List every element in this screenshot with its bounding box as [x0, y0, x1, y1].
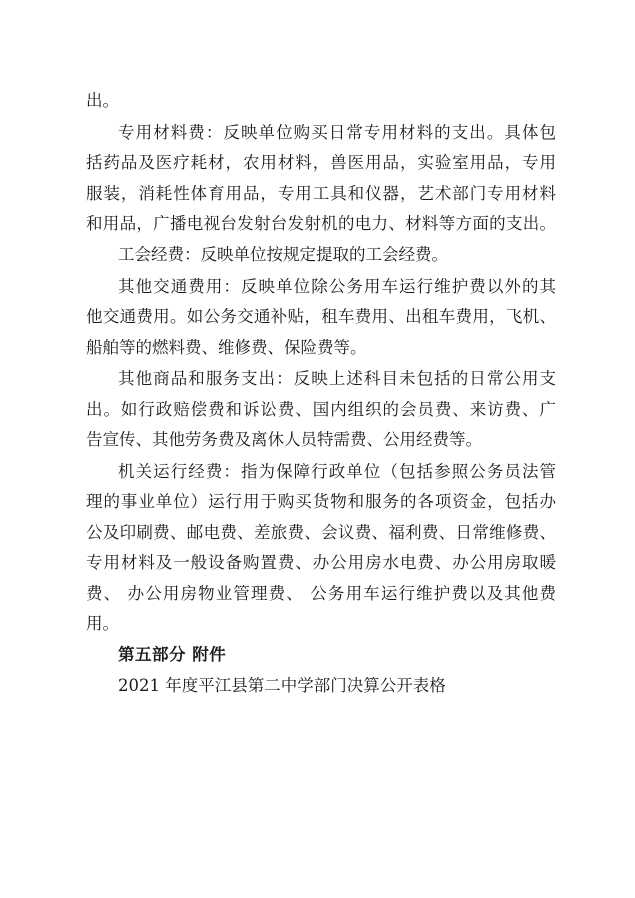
operating-fund-line-2: 理的事业单位）运行用于购买货物和服务的各项资金，包括办 [86, 492, 556, 511]
special-materials-line-1: 专用材料费：反映单位购买日常专用材料的支出。具体包 [118, 123, 556, 142]
operating-fund-line-1: 机关运行经费：指为保障行政单位（包括参照公务员法管 [118, 462, 556, 481]
other-transport-line-1: 其他交通费用：反映单位除公务用车运行维护费以外的其 [118, 277, 556, 296]
attachment-title: 2021 年度平江县第二中学部门决算公开表格 [118, 676, 446, 695]
other-goods-services-line-1: 其他商品和服务支出：反映上述科目未包括的日常公用支 [118, 369, 556, 388]
other-transport-line-2: 他交通费用。如公务交通补贴，租车费用、出租车费用，飞机、 [86, 307, 556, 326]
paragraph-continuation-line: 出。 [86, 91, 119, 110]
special-materials-line-4: 和用品，广播电视台发射台发射机的电力、材料等方面的支出。 [86, 214, 556, 233]
special-materials-line-2: 括药品及医疗耗材，农用材料，兽医用品，实验室用品，专用 [86, 153, 556, 172]
operating-fund-line-5: 费、 办公用房物业管理费、 公务用车运行维护费以及其他费 [86, 584, 556, 603]
other-transport-line-3: 船舶等的燃料费、维修费、保险费等。 [86, 338, 367, 357]
special-materials-line-3: 服装，消耗性体育用品，专用工具和仪器，艺术部门专用材料 [86, 184, 556, 203]
operating-fund-line-3: 公及印刷费、邮电费、差旅费、会议费、福利费、日常维修费、 [86, 523, 556, 542]
union-fee-line: 工会经费：反映单位按规定提取的工会经费。 [118, 245, 448, 264]
other-goods-services-line-3: 告宣传、其他劳务费及离休人员特需费、公用经费等。 [86, 430, 482, 449]
operating-fund-line-6: 用。 [86, 614, 119, 633]
other-goods-services-line-2: 出。如行政赔偿费和诉讼费、国内组织的会员费、来访费、广 [86, 400, 556, 419]
section-heading: 第五部分 附件 [118, 645, 227, 664]
operating-fund-line-4: 专用材料及一般设备购置费、办公用房水电费、办公用房取暖 [86, 553, 556, 572]
